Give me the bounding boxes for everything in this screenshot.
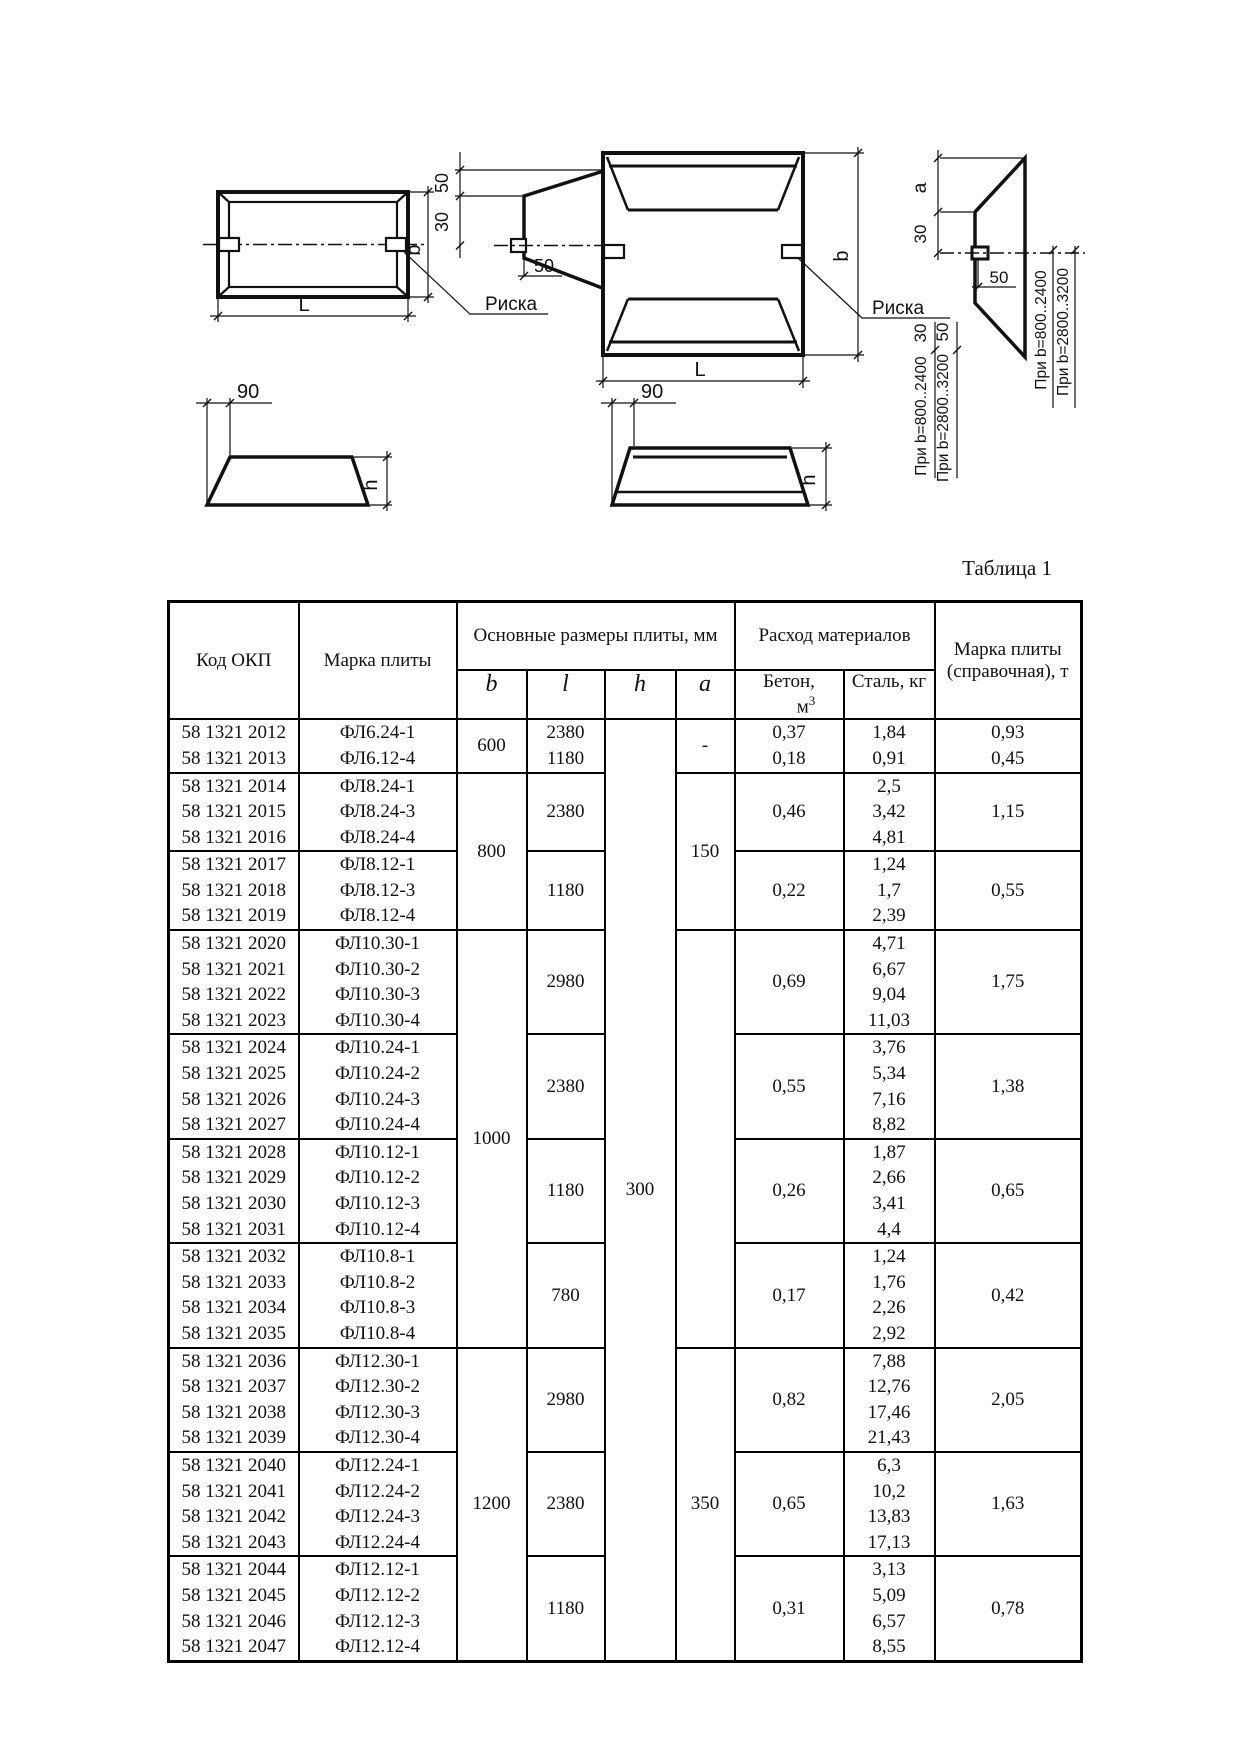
dim-50-label: 50	[989, 268, 1009, 287]
header-plate-mark: Марка плиты	[299, 602, 457, 720]
header-steel: Сталь, кг	[844, 670, 935, 719]
dim-a-cell: 150	[676, 773, 735, 931]
condition-note-b800-2400: При b=800..2400	[913, 356, 930, 476]
header-dim-a: a	[676, 670, 735, 719]
dim-l-cell: 2380	[527, 1452, 605, 1556]
dim-l-cell: 780	[527, 1243, 605, 1347]
plate-mark-cell: ФЛ10.24-1 ФЛ10.24-2 ФЛ10.24-3 ФЛ10.24-4	[299, 1034, 457, 1138]
dim-90-label: 90	[641, 381, 664, 403]
dim-b-label: b	[403, 244, 425, 256]
condition-note-b2800-3200: При b=2800..3200	[1055, 268, 1072, 396]
riska-notch-left	[219, 238, 239, 251]
elevation-view-wide-plate	[601, 381, 832, 511]
dim-50-label: 50	[432, 172, 452, 194]
okp-code-cell: 58 1321 2040 58 1321 2041 58 1321 2042 58 1321 2043	[169, 1452, 299, 1556]
mass-cell: 0,42	[935, 1243, 1082, 1347]
riska-label: Риска	[484, 294, 538, 315]
mass-cell: 0,93 0,45	[935, 719, 1082, 772]
okp-code-cell: 58 1321 2012 58 1321 2013	[169, 719, 299, 772]
concrete-cell: 0,55	[735, 1034, 844, 1138]
drawing-canvas	[0, 0, 1240, 545]
concrete-cell: 0,17	[735, 1243, 844, 1347]
steel-cell: 1,84 0,91	[844, 719, 935, 772]
dim-30-label: 30	[432, 211, 452, 233]
dim-90-label: 90	[237, 381, 260, 403]
plate-mark-cell: ФЛ10.30-1 ФЛ10.30-2 ФЛ10.30-3 ФЛ10.30-4	[299, 930, 457, 1034]
header-okp-code: Код ОКП	[169, 602, 299, 720]
dim-h-label: h	[360, 479, 382, 491]
steel-cell: 1,24 1,76 2,26 2,92	[844, 1243, 935, 1347]
header-material-consumption: Расход материалов	[735, 602, 935, 671]
okp-code-cell: 58 1321 2044 58 1321 2045 58 1321 2046 58 1321 2047	[169, 1556, 299, 1661]
plate-mark-cell: ФЛ8.12-1 ФЛ8.12-3 ФЛ8.12-4	[299, 851, 457, 930]
okp-code-cell: 58 1321 2014 58 1321 2015 58 1321 2016	[169, 773, 299, 852]
plate-mark-cell: ФЛ12.12-1 ФЛ12.12-2 ФЛ12.12-3 ФЛ12.12-4	[299, 1556, 457, 1661]
dim-a-cell: 350	[676, 1348, 735, 1662]
dim-b-cell: 1200	[457, 1348, 527, 1662]
header-plate-mass: Марка плиты (справочная), т	[935, 602, 1082, 720]
dim-l-cell: 2380	[527, 1034, 605, 1138]
concrete-cell: 0,46	[735, 773, 844, 852]
dim-b-cell: 1000	[457, 930, 527, 1348]
okp-code-cell: 58 1321 2024 58 1321 2025 58 1321 2026 58 1321 2027	[169, 1034, 299, 1138]
header-dim-h: h	[605, 670, 676, 719]
dim-l-cell: 2380	[527, 773, 605, 852]
steel-cell: 3,76 5,34 7,16 8,82	[844, 1034, 935, 1138]
okp-code-cell: 58 1321 2032 58 1321 2033 58 1321 2034 58 1321 2035	[169, 1243, 299, 1347]
mass-cell: 0,65	[935, 1139, 1082, 1243]
mass-cell: 2,05	[935, 1348, 1082, 1452]
plate-mark-cell: ФЛ12.24-1 ФЛ12.24-2 ФЛ12.24-3 ФЛ12.24-4	[299, 1452, 457, 1556]
plate-table-body	[169, 719, 1082, 1661]
plan-view-small-plate	[203, 186, 434, 322]
table-caption: Таблица 1	[962, 556, 1052, 580]
steel-cell: 1,87 2,66 3,41 4,4	[844, 1139, 935, 1243]
dim-b-cell: 600	[457, 719, 527, 772]
concrete-cell: 0,22	[735, 851, 844, 930]
mass-cell: 1,15	[935, 773, 1082, 852]
steel-cell: 2,5 3,42 4,81	[844, 773, 935, 852]
dim-30-label: 30	[911, 224, 930, 244]
concrete-cell: 0,69	[735, 930, 844, 1034]
okp-code-cell: 58 1321 2017 58 1321 2018 58 1321 2019	[169, 851, 299, 930]
steel-cell: 4,71 6,67 9,04 11,03	[844, 930, 935, 1034]
dim-l-cell: 2380 1180	[527, 719, 605, 772]
table-row	[169, 719, 1082, 772]
plate-mark-cell: ФЛ6.24-1 ФЛ6.12-4	[299, 719, 457, 772]
steel-cell: 1,24 1,7 2,39	[844, 851, 935, 930]
riska-notch-left	[604, 245, 624, 258]
dim-l-cell: 2980	[527, 930, 605, 1034]
riska-notch-right	[782, 245, 802, 258]
steel-cell: 3,13 5,09 6,57 8,55	[844, 1556, 935, 1661]
plan-view-wide-plate	[596, 147, 961, 482]
dim-a-cell: -	[676, 719, 735, 772]
concrete-cell: 0,31	[735, 1556, 844, 1661]
dim-h-label: h	[798, 474, 820, 486]
dim-l-cell: 2980	[527, 1348, 605, 1452]
dim-b-label: b	[831, 250, 853, 262]
condition-note-b800-2400: При b=800..2400	[1033, 270, 1050, 390]
plate-mark-cell: ФЛ12.30-1 ФЛ12.30-2 ФЛ12.30-3 ФЛ12.30-4	[299, 1348, 457, 1452]
elevation-view-small-plate	[196, 381, 392, 511]
mass-cell: 1,63	[935, 1452, 1082, 1556]
concrete-cell: 0,37 0,18	[735, 719, 844, 772]
dim-50-label: 50	[533, 256, 555, 276]
dim-L-label: L	[298, 294, 310, 316]
plate-mark-cell: ФЛ10.8-1 ФЛ10.8-2 ФЛ10.8-3 ФЛ10.8-4	[299, 1243, 457, 1347]
mass-cell: 0,55	[935, 851, 1082, 930]
plate-spec-table	[167, 600, 1083, 1663]
riska-label: Риска	[871, 298, 925, 319]
okp-code-cell: 58 1321 2020 58 1321 2021 58 1321 2022 58 1321 2023	[169, 930, 299, 1034]
steel-cell: 7,88 12,76 17,46 21,43	[844, 1348, 935, 1452]
concrete-cell: 0,82	[735, 1348, 844, 1452]
dim-30-label: 30	[911, 323, 930, 343]
header-main-dimensions: Основные размеры плиты, мм	[457, 602, 735, 671]
dim-50-label: 50	[933, 322, 952, 342]
dim-a-cell	[676, 930, 735, 1348]
header-dim-l: l	[527, 670, 605, 719]
mass-cell: 0,78	[935, 1556, 1082, 1661]
dim-L-label: L	[694, 359, 706, 381]
concrete-cell: 0,26	[735, 1139, 844, 1243]
dim-a-label: a	[910, 182, 931, 194]
dim-l-cell: 1180	[527, 1139, 605, 1243]
concrete-cell: 0,65	[735, 1452, 844, 1556]
dim-l-cell: 1180	[527, 1556, 605, 1661]
header-dim-b: b	[457, 670, 527, 719]
dim-b-cell: 800	[457, 773, 527, 931]
dim-l-cell: 1180	[527, 851, 605, 930]
plate-mark-cell: ФЛ10.12-1 ФЛ10.12-2 ФЛ10.12-3 ФЛ10.12-4	[299, 1139, 457, 1243]
dim-h-cell: 300	[605, 719, 676, 1661]
mass-cell: 1,38	[935, 1034, 1082, 1138]
okp-code-cell: 58 1321 2028 58 1321 2029 58 1321 2030 58 1321 2031	[169, 1139, 299, 1243]
technical-drawings	[0, 0, 1240, 550]
header-concrete: Бетон, $м^3$	[735, 670, 844, 719]
mass-cell: 1,75	[935, 930, 1082, 1034]
condition-note-b2800-3200: При b=2800..3200	[935, 354, 952, 482]
steel-cell: 6,3 10,2 13,83 17,13	[844, 1452, 935, 1556]
plate-mark-cell: ФЛ8.24-1 ФЛ8.24-3 ФЛ8.24-4	[299, 773, 457, 852]
okp-code-cell: 58 1321 2036 58 1321 2037 58 1321 2038 58 1321 2039	[169, 1348, 299, 1452]
